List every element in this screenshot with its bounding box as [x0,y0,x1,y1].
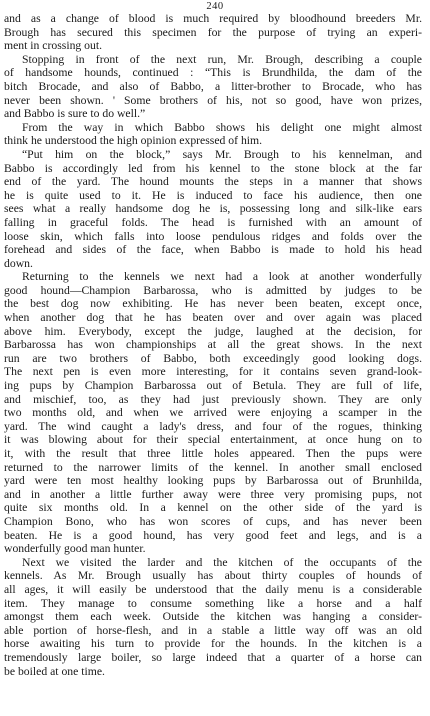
text-line: falling in graceful folds. The head is furnished with an amount of [4,215,422,229]
page-number: 240 [206,1,224,12]
text-line: Champion Bono, who has won scores of cups, and has never been [4,514,422,528]
text-line: it, with the result that three little holes appeared. Then the pups were [4,447,422,460]
text-line: and mischief, too, as they had just previously shown. They are only [4,392,422,406]
text-line: good hound—Champion Barbarossa, who is admitted by judges to be [4,283,422,297]
text-line: loose skin, which falls into loose pendulous ridges and folds over the [4,229,422,243]
text-line: tremendously large boiler, so large indeed that a quarter of a horse can [4,650,422,664]
text-line: ing pups by Champion Barbarossa out of Betula. They are full of life, [4,379,422,393]
text-line: end of the yard. The hound mounts the steps in a manner that shows [4,175,422,189]
text-line: bitch Brocade, and also of Babbo, a litter-brother to Brocade, who has [4,79,422,93]
text-line: Babbo is accordingly led from his kennel to the stone block at the far [4,161,422,175]
text-line: The next pen is even more interesting, for it contains seven grand-look- [4,365,422,379]
text-line: kennels. As Mr. Brough usually has about thirty couples of hounds of [4,569,422,583]
text-line: think he understood the high opinion expressed of him. [4,134,263,148]
text-line: wonderfully good man hunter. [4,542,146,556]
text-line: Barbarossa has won championships at all the great shows. In the next [4,338,422,352]
text-line: amongst them each week. Outside the kitchen was hanging a consider- [4,610,422,624]
text-line: yard were ten most healthy looking pups by Barbarossa out of Brunhilda, [4,474,422,488]
text-line: down. [4,256,33,270]
text-line: From the way in which Babbo shows his delight one might almost [22,120,422,134]
text-line: it was blowing about for their special entertainment, at once hung on to [4,433,422,447]
text-line: item. They manage to consume something like a horse and a half [4,596,422,610]
text-line: returned to the narrower limits of the kennel. In another small enclosed [4,460,422,474]
text-line: Next we visited the larder and the kitchen of the occupants of the [22,555,422,569]
text-line: never been shown. ' Some brothers of his, not so good, have won prizes, [4,93,422,107]
text-line: when another dog that he has beaten over and over again was placed [4,311,422,325]
text-line: Returning to the kennels we next had a look at another wonderfully [22,270,422,284]
text-line: Stopping in front of the next run, Mr. Brough, describing a couple [22,52,422,66]
text-line: sees what a really handsome dog he is, possessing long and silk-like ears [4,202,422,216]
text-line: horse awaiting his turn to provide for the hounds. In the kitchen is a [4,637,422,651]
text-line: the best dog now exhibiting. He has never been beaten, except once, [4,297,422,311]
text-line: quite six months old. In a kennel on the other side of the yard is [4,501,422,515]
text-line: and as a change of blood is much required by bloodhound breeders Mr. [4,12,422,25]
text-line: beaten. He is a good hound, has very good feet and legs, and is a [4,528,422,542]
text-line: yard. The wind caught a lady's dress, and four of the rogues, thinking [4,419,422,433]
text-line: Brough has secured this specimen for the purpose of trying an experi- [4,25,422,39]
text-line: “Put him on the block,” says Mr. Brough to his kennelman, and [22,147,422,161]
text-line: able portion of horse-flesh, and in a stable a little way off was an old [4,623,422,637]
text-line: forehead and sides of the face, when Babbo is made to hold his head [4,243,422,257]
text-line: he is quite used to it. He is induced to face his audience, then one [4,188,422,202]
text-line: ment in crossing out. [4,39,103,53]
text-line: and in another a little further away were three very promising pups, not [4,487,422,501]
text-line: all ages, it will easily be understood that the daily menu is a considerable [4,582,422,596]
text-line: run are two brothers of Babbo, both exceedingly good looking dogs. [4,351,422,365]
text-line: be boiled at one time. [4,664,105,678]
text-line: two months old, and when we arrived were enjoying a scamper in the [4,406,422,420]
text-line: and Babbo is sure to do well.” [4,107,146,121]
body-text [4,12,422,678]
text-line: above him. Everybody, except the judge, laughed at the decision, for [4,324,422,338]
text-line: of handsome hounds, continued : “This is Brundhilda, the dam of the [4,66,422,80]
